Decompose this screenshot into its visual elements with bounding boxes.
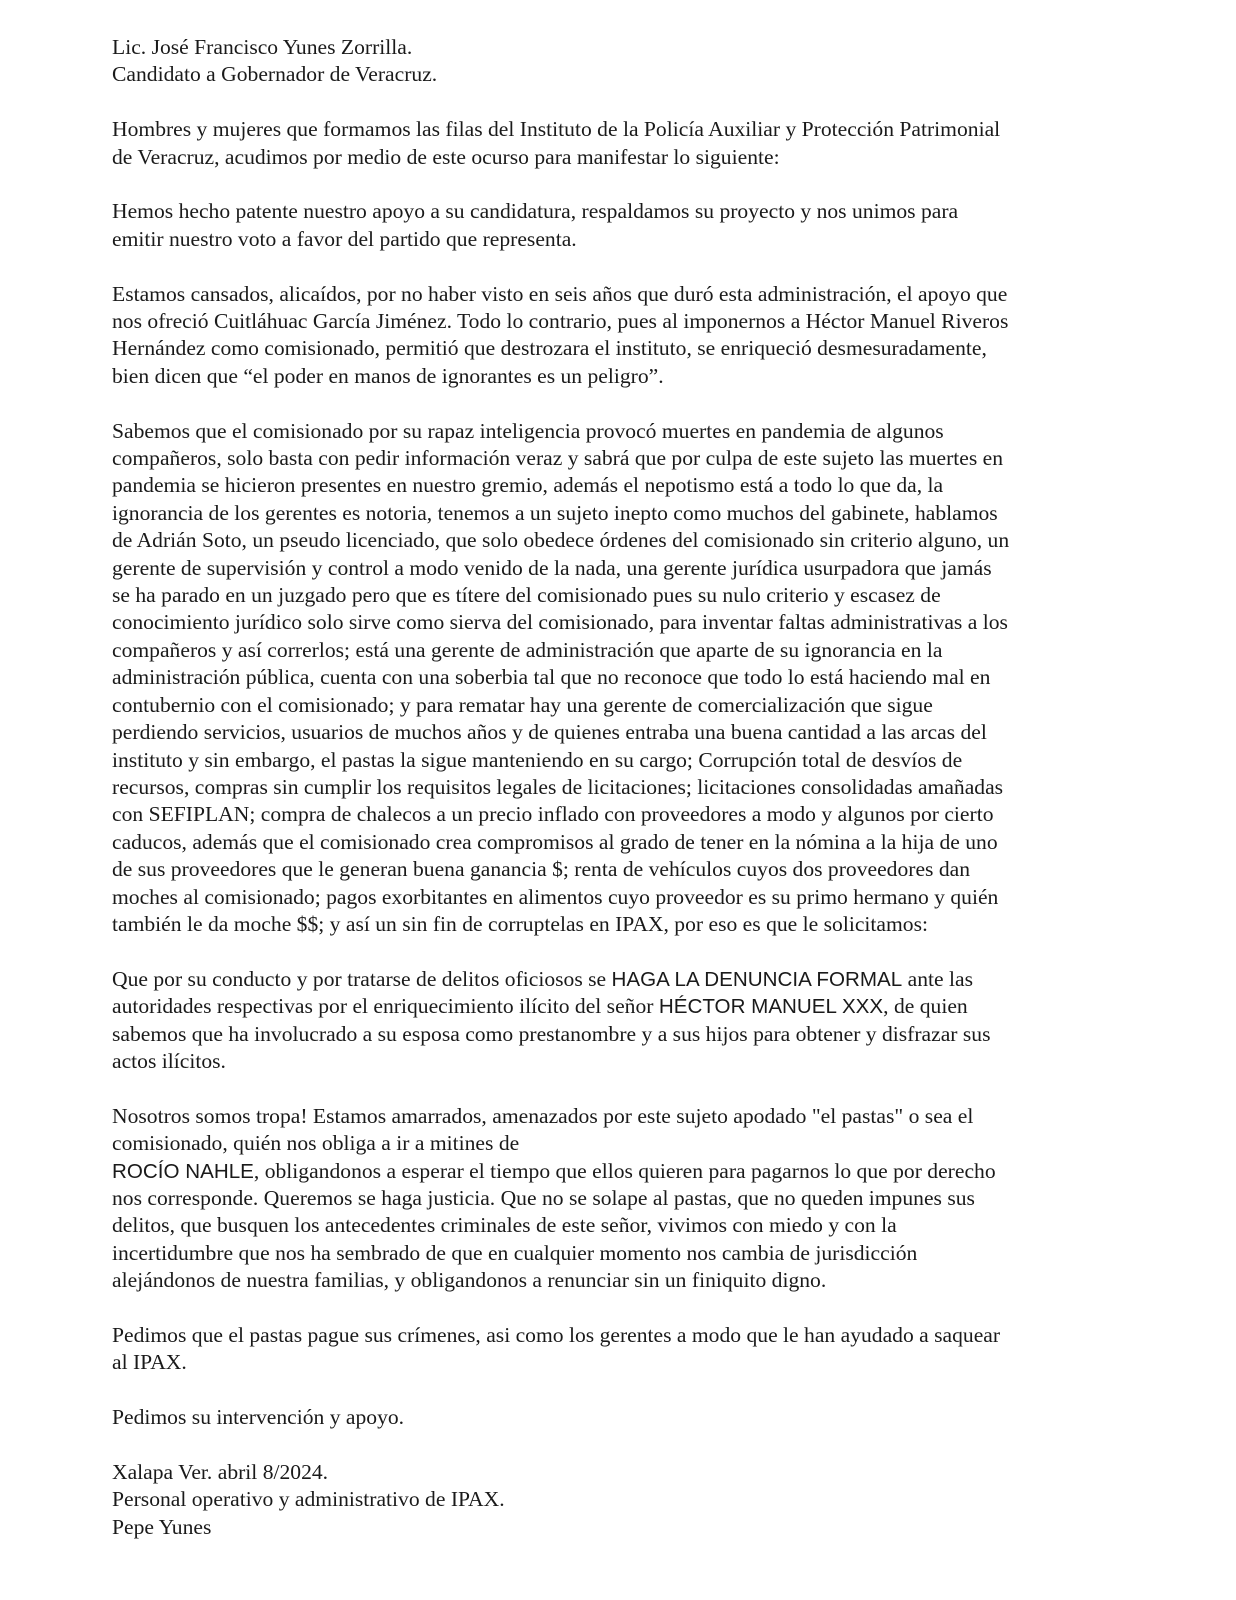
paragraph-line: Hombres y mujeres que formamos las filas del Instituto de la Policía Auxiliar y Protección Patrimonial <box>112 117 1001 142</box>
paragraph-line: Sabemos que el comisionado por su rapaz inteligencia provocó muertes en pandemia de algunos <box>112 418 944 443</box>
paragraph-line: compañeros, solo basta con pedir información veraz y sabrá que por culpa de este sujeto las muertes en <box>112 446 1004 471</box>
paragraph-line: se ha parado en un juzgado pero que es títere del comisionado pues su nulo criterio y escasez de <box>112 583 941 608</box>
paragraph-line: compañeros y así correrlos; está una gerente de administración que aparte de su ignorancia en la <box>112 637 943 662</box>
paragraph-line: de sus proveedores que le generan buena ganancia $; renta de vehículos cuyos dos proveedores dan <box>112 857 971 882</box>
accused-name-emphasis: HÉCTOR MANUEL XXX <box>658 995 884 1019</box>
paragraph-line: de Veracruz, acudimos por medio de este ocurso para manifestar lo siguiente: <box>112 144 780 169</box>
accusations-paragraph <box>112 418 1112 939</box>
paragraph-line: comisionado, quién nos obliga a ir a mitines de <box>112 1131 520 1156</box>
complaint-paragraph <box>112 281 1112 391</box>
troops-paragraph <box>112 1103 1112 1295</box>
paragraph-line: caducos, además que el comisionado crea compromisos al grado de tener en la nómina a la hija de uno <box>112 829 998 854</box>
paragraph-line: delitos, que busquen los antecedentes criminales de este señor, vivimos con miedo y con la <box>112 1213 897 1238</box>
paragraph-line: de Adrián Soto, un pseudo licenciado, que solo obedece órdenes del comisionado sin criterio alguno, un <box>112 528 1010 553</box>
text-run: Que por su conducto y por tratarse de delitos oficiosos se <box>112 966 612 991</box>
demand-paragraph <box>112 1322 1112 1377</box>
politician-name-emphasis: ROCÍO NAHLE <box>112 1159 254 1183</box>
paragraph-line: gerente de supervisión y control a modo venido de la nada, una gerente jurídica usurpadora que jamás <box>112 555 992 580</box>
paragraph-line: ignorancia de los gerentes es notoria, tenemos a un sujeto inepto como muchos del gabinete, hablamos <box>112 500 998 525</box>
paragraph-line <box>112 1158 1112 1185</box>
paragraph-line: Nosotros somos tropa! Estamos amarrados, amenazados por este sujeto apodado "el pastas" o sea el <box>112 1103 974 1128</box>
letter-page <box>112 34 1112 1569</box>
paragraph-line: pandemia se hicieron presentes en nuestro gremio, además el nepotismo está a todo lo que da, la <box>112 473 944 498</box>
paragraph-line: también le da moche $$; y así un sin fin de corruptelas en IPAX, por eso es que le solicitamos: <box>112 911 928 936</box>
text-run: autoridades respectivas por el enriquecimiento ilícito del señor <box>112 994 659 1019</box>
support-paragraph <box>112 198 1112 253</box>
paragraph-line: al IPAX. <box>112 1350 187 1375</box>
text-run: ante las <box>902 966 973 991</box>
paragraph-line: emitir nuestro voto a favor del partido que representa. <box>112 226 577 251</box>
paragraph-line: instituto y sin embargo, el pastas la sigue manteniendo en su cargo; Corrupción total de desvíos de <box>112 747 963 772</box>
paragraph-line: alejándonos de nuestra familias, y obligandonos a renunciar sin un finiquito digno. <box>112 1268 827 1293</box>
recipient-block <box>112 34 1112 89</box>
intro-paragraph <box>112 116 1112 171</box>
paragraph-line: contubernio con el comisionado; y para rematar hay una gerente de comercialización que sigue <box>112 692 933 717</box>
paragraph-line: actos ilícitos. <box>112 1048 226 1073</box>
text-run: , obligandonos a esperar el tiempo que ellos quieren para pagarnos lo que por derecho <box>253 1158 996 1183</box>
paragraph-line: administración pública, cuenta con una soberbia tal que no reconoce que todo lo está haciendo mal en <box>112 665 991 690</box>
plea-paragraph <box>112 1404 1112 1431</box>
text-run: , de quien <box>883 994 968 1019</box>
closing-block <box>112 1459 1112 1541</box>
sender-line: Personal operativo y administrativo de IPAX. <box>112 1487 505 1512</box>
signature-name: Pepe Yunes <box>112 1514 212 1539</box>
formal-complaint-emphasis: HAGA LA DENUNCIA FORMAL <box>611 967 903 991</box>
paragraph-line: nos ofreció Cuitláhuac García Jiménez. Todo lo contrario, pues al imponernos a Héctor Manuel Riveros <box>112 309 1009 334</box>
paragraph-line: Hemos hecho patente nuestro apoyo a su candidatura, respaldamos su proyecto y nos unimos para <box>112 199 959 224</box>
paragraph-line: moches al comisionado; pagos exorbitantes en alimentos cuyo proveedor es su primo hermano y quién <box>112 884 999 909</box>
place-date: Xalapa Ver. abril 8/2024. <box>112 1459 329 1484</box>
paragraph-line: incertidumbre que nos ha sembrado de que en cualquier momento nos cambia de jurisdicción <box>112 1240 918 1265</box>
request-paragraph <box>112 966 1112 1076</box>
paragraph-line <box>112 993 1112 1020</box>
paragraph-line: Estamos cansados, alicaídos, por no haber visto en seis años que duró esta administración, el apoyo que <box>112 281 1008 306</box>
paragraph-line: bien dicen que “el poder en manos de ignorantes es un peligro”. <box>112 363 664 388</box>
paragraph-line: Pedimos su intervención y apoyo. <box>112 1405 405 1430</box>
paragraph-line: perdiendo servicios, usuarios de muchos años y de quienes entraba una buena cantidad a las arcas del <box>112 720 987 745</box>
paragraph-line: con SEFIPLAN; compra de chalecos a un precio inflado con proveedores a modo y algunos por cierto <box>112 802 994 827</box>
recipient-name: Lic. José Francisco Yunes Zorrilla. <box>112 35 413 59</box>
paragraph-line: Pedimos que el pastas pague sus crímenes, asi como los gerentes a modo que le han ayudado a saquear <box>112 1322 1001 1347</box>
paragraph-line: recursos, compras sin cumplir los requisitos legales de licitaciones; licitaciones consolidadas amañadas <box>112 774 1004 799</box>
paragraph-line: sabemos que ha involucrado a su esposa como prestanombre y a sus hijos para obtener y disfrazar sus <box>112 1021 991 1046</box>
paragraph-line: Hernández como comisionado, permitió que destrozara el instituto, se enriqueció desmesuradamente, <box>112 336 987 361</box>
paragraph-line <box>112 966 1112 993</box>
paragraph-line: conocimiento jurídico solo sirve como sierva del comisionado, para inventar faltas administrativas a los <box>112 610 1008 635</box>
recipient-title: Candidato a Gobernador de Veracruz. <box>112 62 438 87</box>
paragraph-line: nos corresponde. Queremos se haga justicia. Que no se solape al pastas, que no queden impunes sus <box>112 1185 975 1210</box>
